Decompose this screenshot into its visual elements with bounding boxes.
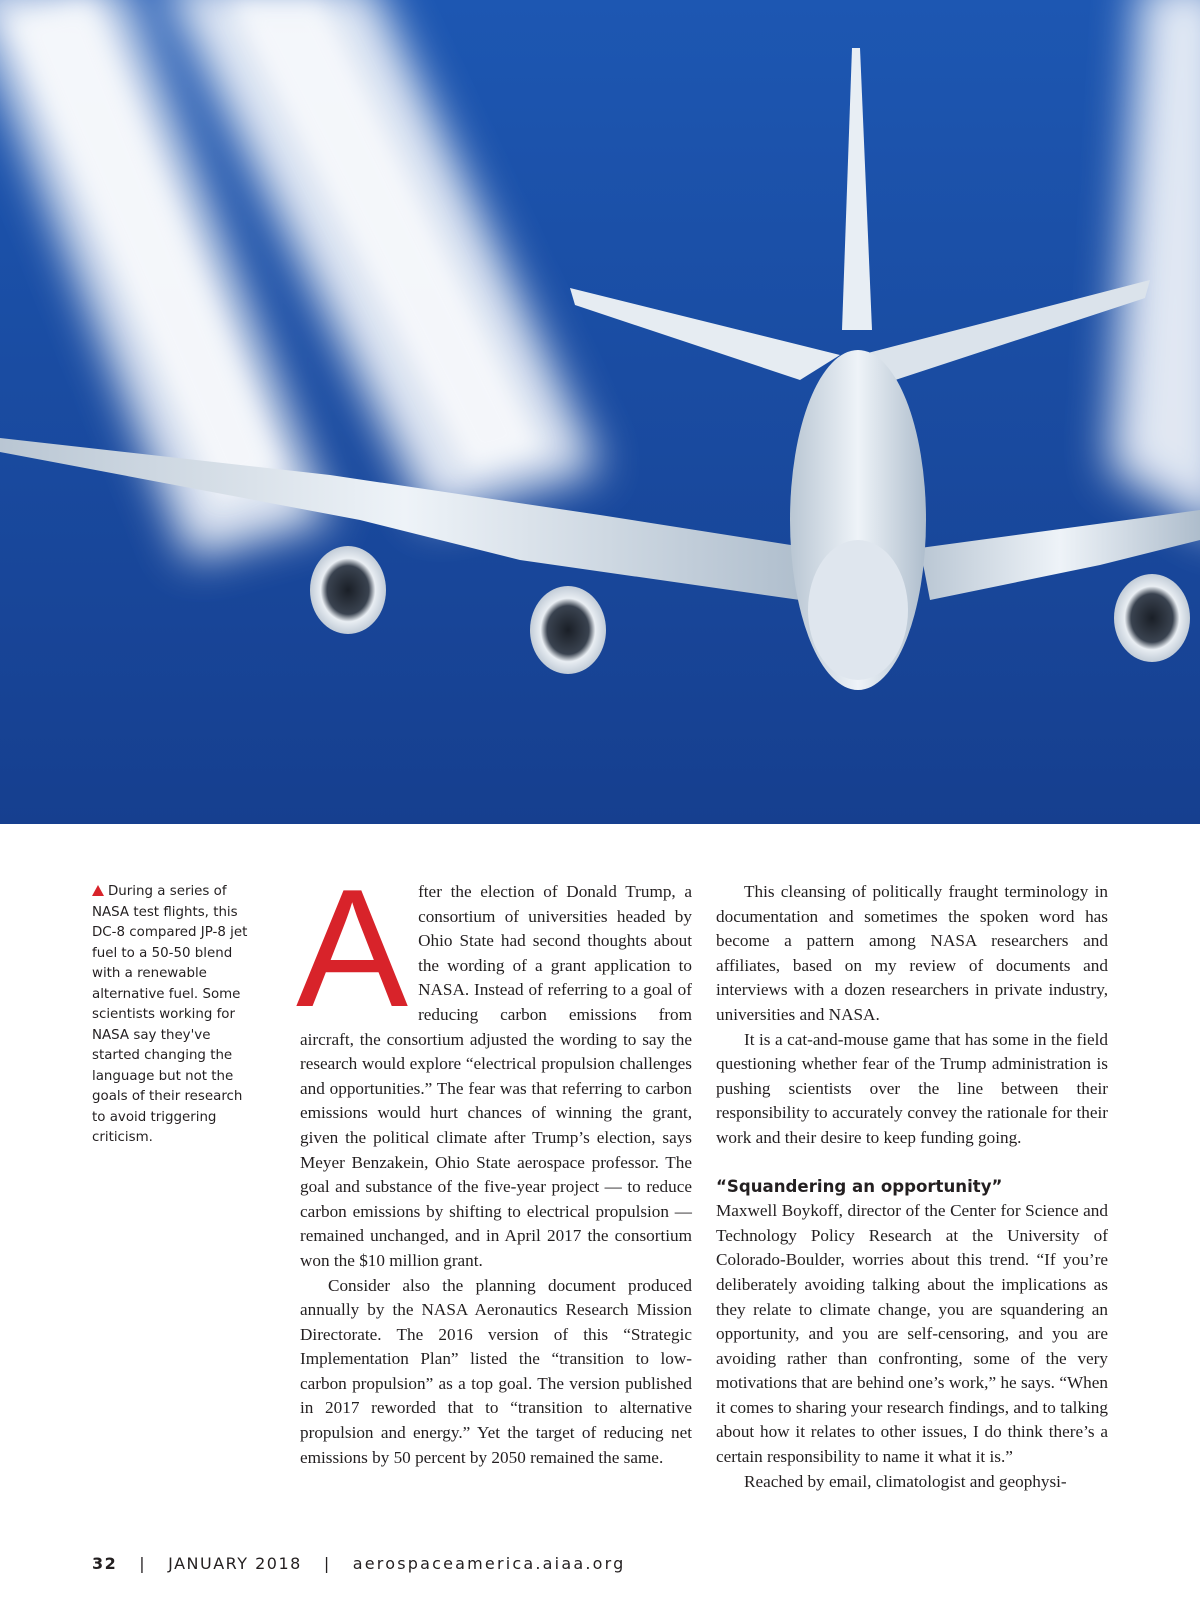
section-subhead: “Squandering an opportunity” bbox=[716, 1176, 1003, 1196]
paragraph: It is a cat-and-mouse game that has some in the field questioning whether fear of the Trump administration is pushing scientists over the line between their responsibility to accurately convey the rationale for their work and their desire to keep funding going. bbox=[716, 1029, 1108, 1147]
article-column-2 bbox=[716, 880, 1108, 1494]
paragraph: This cleansing of politically fraught terminology in documentation and sometimes the spoken word has become a pattern among NASA researchers and affiliates, based on my review of documents and interviews with a dozen researchers in private industry, universities and NASA. bbox=[716, 882, 1108, 1024]
paragraph: Consider also the planning document produced annually by the NASA Aeronautics Research Mission Directorate. The 2016 version of this “Strategic Implementation Plan” listed the “transition to low-carbon propulsion” as a top goal. The version published in 2017 reworded that to “transition to alternative propulsion and energy.” Yet the target of reducing net emissions by 50 percent by 2050 remained the same. bbox=[300, 1275, 692, 1467]
caption-triangle-icon bbox=[92, 885, 104, 896]
photo-caption bbox=[92, 882, 260, 1149]
footer-separator: | bbox=[139, 1554, 147, 1573]
footer-separator: | bbox=[323, 1554, 331, 1573]
caption-text: During a series of NASA test flights, this DC-8 compared JP-8 jet fuel to a 50-50 blend with a renewable alternative fuel. Some scientists working for NASA say they've started changing the language but not the goals of their research to avoid triggering criticism. bbox=[92, 884, 248, 1145]
website-link[interactable]: aerospaceamerica.aiaa.org bbox=[352, 1554, 626, 1573]
paragraph: fter the election of Donald Trump, a consortium of universities headed by Ohio State had second thoughts about the wording of a grant application to NASA. Instead of referring to a goal of reducing carbon emissions from aircraft, the consortium adjusted the wording to say the research would explore “electrical propulsion challenges and opportunities.” The fear was that referring to carbon emissions would hurt chances of winning the grant, given the political climate after Trump’s election, says Meyer Benzakein, Ohio State aerospace professor. The goal and substance of the five-year project — to reduce carbon emissions by shifting to electrical propulsion — remained unchanged, and in April 2017 the consortium won the $10 million grant. bbox=[300, 882, 692, 1270]
paragraph: Maxwell Boykoff, director of the Center for Science and Technology Policy Research at the University of Colorado-Boulder, worries about this trend. “If you’re deliberately avoiding talking about the implications as they relate to climate change, you are squandering an opportunity, and you are self-censoring, and you are avoiding rather than confronting, some of the very motivations that are behind one’s work,” he says. “When it comes to sharing your research findings, and to talking about how it relates to other issues, I do think there’s a certain responsibility to name it what it is.” bbox=[716, 1201, 1108, 1467]
paragraph: Reached by email, climatologist and geophysi- bbox=[744, 1471, 1067, 1491]
issue-date: JANUARY 2018 bbox=[168, 1554, 302, 1573]
drop-cap: A bbox=[296, 854, 409, 1042]
page-number: 32 bbox=[92, 1554, 118, 1573]
page-footer bbox=[92, 1554, 647, 1573]
article-column-1 bbox=[296, 854, 692, 1470]
